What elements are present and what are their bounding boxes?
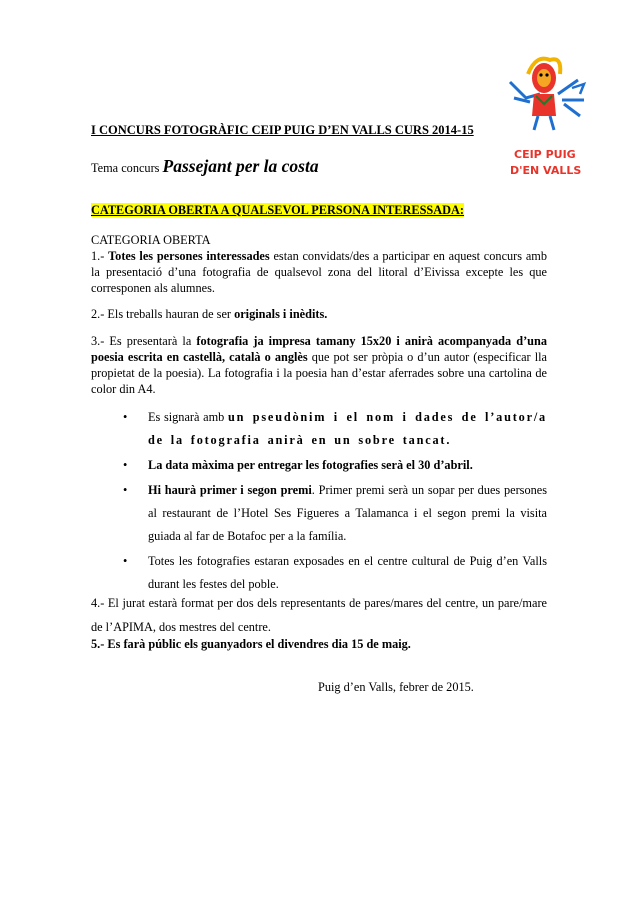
p3-bold: fotografia ja impresa tamany 15x20 i anirà acompanyada d’una poesia escrita en castellà, català o anglès xyxy=(91,334,547,364)
paragraph-2 xyxy=(91,306,547,322)
p3-text: que pot ser pròpia o d’un autor (especificar lla propietat de la poesia). La fotografia i la poesia han d’estar aferrades sobre una cartolina de color din A4. xyxy=(91,350,547,396)
p2-text: 2.- Els treballs hauran de ser xyxy=(91,307,235,321)
bullet-text: Totes les fotografies estaran exposades en el centre cultural de Puig d’en Valls durant les festes del poble. xyxy=(148,554,547,591)
bullet-dot: • xyxy=(123,483,128,497)
bullet-text: Es signarà amb xyxy=(148,410,228,424)
list-item xyxy=(91,479,547,548)
list-item xyxy=(91,550,547,596)
list-item xyxy=(91,454,547,477)
document-title: I CONCURS FOTOGRÀFIC CEIP PUIG D’EN VALLS CURS 2014-15 xyxy=(91,123,474,137)
logo-text-line1: CEIP PUIG xyxy=(514,148,576,161)
p1-text: estan convidats/des a participar en aquest concurs amb la presentació d’una fotografia de qualsevol zona del litoral d’Eivissa excepte les que corresponen als alumnes. xyxy=(91,249,547,295)
tema-line xyxy=(91,158,547,176)
categoria-heading xyxy=(91,202,547,218)
bullet-bold: La data màxima per entregar les fotografies serà el 30 d’abril. xyxy=(148,458,473,472)
paragraph-4: 4.- El jurat estarà format per dos dels representants de pares/mares del centre, un pare/mare de l’APIMA, dos mestres del centre. xyxy=(91,596,547,634)
paragraph-5 xyxy=(91,636,547,652)
p1-number: 1.- xyxy=(91,249,109,263)
bullet-bold: un pseudònim i el nom i dades de l’autor/a de la fotografia anirà en un sobre tancat. xyxy=(148,410,547,447)
p5-bold: 5.- Es farà públic els guanyadors el divendres dia 15 de maig. xyxy=(91,637,411,651)
p3-number: 3.- Es presentarà la xyxy=(91,334,197,348)
bullet-dot: • xyxy=(123,410,128,424)
bullet-list xyxy=(91,406,547,598)
categoria-heading-text: CATEGORIA OBERTA A QUALSEVOL PERSONA INTERESSADA: xyxy=(91,203,464,217)
tema-value: Passejant per la costa xyxy=(162,156,319,176)
p2-bold: originals i inèdits. xyxy=(234,307,328,321)
paragraph-3 xyxy=(91,333,547,397)
categoria-oberta-label: CATEGORIA OBERTA xyxy=(91,233,211,247)
bullet-dot: • xyxy=(123,554,128,568)
signature-date: Puig d’en Valls, febrer de 2015. xyxy=(318,680,474,694)
list-item xyxy=(91,406,547,452)
bullet-rest: . Primer premi serà un sopar per dues persones al restaurant de l’Hotel Ses Figueres a Talamanca i el segon premi la visita guiada al far de Botafoc per a la família. xyxy=(148,483,547,543)
p1-bold: Totes les persones interessades xyxy=(108,249,270,263)
bullet-bold: Hi haurà primer i segon premi xyxy=(148,483,312,497)
tema-label: Tema concurs xyxy=(91,161,163,175)
logo-text-line2: D'EN VALLS xyxy=(510,164,582,177)
bullet-dot: • xyxy=(123,458,128,472)
paragraph-1 xyxy=(91,232,547,296)
